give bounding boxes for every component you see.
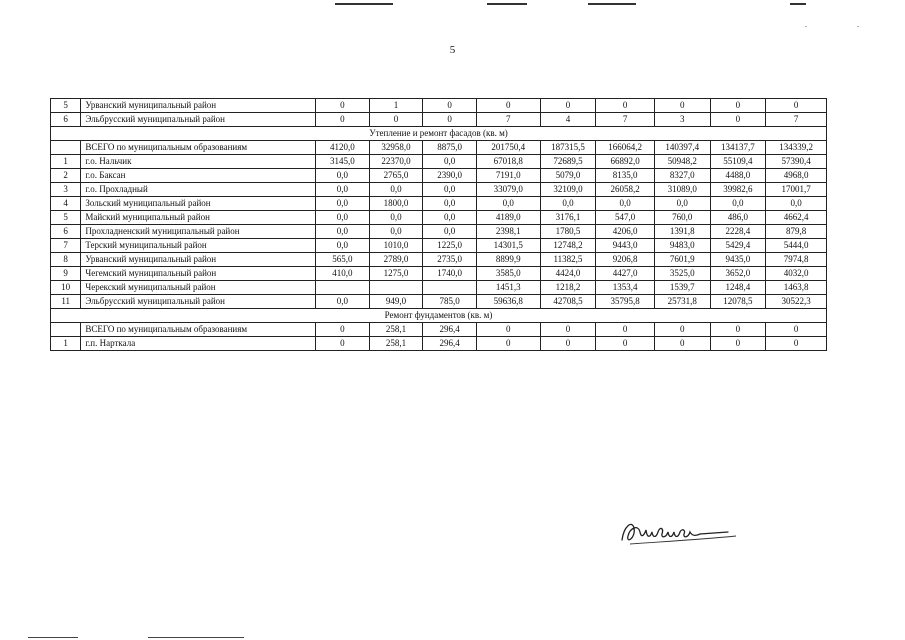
value-cell: 1800,0 — [369, 197, 423, 211]
value-cell: 9206,8 — [596, 253, 655, 267]
value-cell: 9435,0 — [710, 253, 766, 267]
value-cell: 32109,0 — [540, 183, 596, 197]
table-row — [51, 281, 827, 295]
value-cell: 547,0 — [596, 211, 655, 225]
table-row — [51, 197, 827, 211]
value-cell: 1218,2 — [540, 281, 596, 295]
value-cell: 0 — [316, 99, 370, 113]
value-cell: 2390,0 — [423, 169, 477, 183]
table-row — [51, 141, 827, 155]
value-cell: 2765,0 — [369, 169, 423, 183]
value-cell: 0 — [540, 337, 596, 351]
value-cell: 0 — [316, 323, 370, 337]
row-name: Майский муниципальный район — [81, 211, 316, 225]
row-name: Терский муниципальный район — [81, 239, 316, 253]
value-cell: 0 — [654, 337, 710, 351]
value-cell: 0 — [316, 113, 370, 127]
row-number: 8 — [51, 253, 81, 267]
value-cell: 0 — [766, 337, 827, 351]
value-cell: 5444,0 — [766, 239, 827, 253]
section-header — [51, 309, 827, 323]
value-cell: 3652,0 — [710, 267, 766, 281]
value-cell: 1391,8 — [654, 225, 710, 239]
value-cell: 7191,0 — [476, 169, 540, 183]
table-row — [51, 267, 827, 281]
value-cell: 3525,0 — [654, 267, 710, 281]
value-cell: 0 — [476, 337, 540, 351]
value-cell: 0 — [710, 323, 766, 337]
row-number: 9 — [51, 267, 81, 281]
value-cell: 2789,0 — [369, 253, 423, 267]
value-cell: 4662,4 — [766, 211, 827, 225]
value-cell: 57390,4 — [766, 155, 827, 169]
value-cell: 59636,8 — [476, 295, 540, 309]
value-cell: 0 — [596, 337, 655, 351]
value-cell: 0,0 — [316, 197, 370, 211]
value-cell: 0 — [596, 99, 655, 113]
value-cell — [316, 281, 370, 295]
value-cell: 0 — [423, 99, 477, 113]
value-cell: 0,0 — [423, 197, 477, 211]
value-cell: 2735,0 — [423, 253, 477, 267]
row-name: Прохладненский муниципальный район — [81, 225, 316, 239]
value-cell: 0,0 — [316, 183, 370, 197]
row-name: г.о. Прохладный — [81, 183, 316, 197]
value-cell: 486,0 — [710, 211, 766, 225]
scan-artifact-lines — [0, 0, 905, 10]
row-number — [51, 141, 81, 155]
value-cell: 0 — [596, 323, 655, 337]
value-cell: 0 — [710, 337, 766, 351]
signature — [616, 514, 746, 554]
value-cell: 42708,5 — [540, 295, 596, 309]
value-cell: 134339,2 — [766, 141, 827, 155]
value-cell: 0 — [423, 113, 477, 127]
row-number: 7 — [51, 239, 81, 253]
value-cell: 0 — [540, 323, 596, 337]
value-cell: 33079,0 — [476, 183, 540, 197]
value-cell: 31089,0 — [654, 183, 710, 197]
table-row — [51, 211, 827, 225]
value-cell: 0 — [710, 99, 766, 113]
value-cell: 39982,6 — [710, 183, 766, 197]
value-cell: 4968,0 — [766, 169, 827, 183]
row-number: 3 — [51, 183, 81, 197]
value-cell: 7 — [596, 113, 655, 127]
row-number: 6 — [51, 225, 81, 239]
row-name: г.п. Нарткала — [81, 337, 316, 351]
value-cell: 0,0 — [423, 225, 477, 239]
value-cell: 0 — [766, 99, 827, 113]
table-row — [51, 253, 827, 267]
table-row — [51, 155, 827, 169]
value-cell: 4206,0 — [596, 225, 655, 239]
value-cell: 296,4 — [423, 337, 477, 351]
value-cell: 0,0 — [369, 225, 423, 239]
value-cell: 67018,8 — [476, 155, 540, 169]
row-number: 2 — [51, 169, 81, 183]
value-cell: 0 — [654, 99, 710, 113]
value-cell: 3145,0 — [316, 155, 370, 169]
value-cell: 66892,0 — [596, 155, 655, 169]
value-cell: 0,0 — [423, 155, 477, 169]
value-cell: 2398,1 — [476, 225, 540, 239]
value-cell: 134137,7 — [710, 141, 766, 155]
table-row — [51, 239, 827, 253]
value-cell: 785,0 — [423, 295, 477, 309]
value-cell: 14301,5 — [476, 239, 540, 253]
value-cell: 258,1 — [369, 337, 423, 351]
value-cell: 55109,4 — [710, 155, 766, 169]
value-cell: 7 — [476, 113, 540, 127]
value-cell: 0 — [710, 113, 766, 127]
value-cell: 4424,0 — [540, 267, 596, 281]
value-cell: 296,4 — [423, 323, 477, 337]
value-cell: 4032,0 — [766, 267, 827, 281]
value-cell: 0,0 — [476, 197, 540, 211]
row-name: г.о. Нальчик — [81, 155, 316, 169]
value-cell: 949,0 — [369, 295, 423, 309]
row-number: 5 — [51, 211, 81, 225]
value-cell: 0 — [369, 113, 423, 127]
value-cell: 2228,4 — [710, 225, 766, 239]
row-name: Чегемский муниципальный район — [81, 267, 316, 281]
value-cell: 166064,2 — [596, 141, 655, 155]
value-cell: 1780,5 — [540, 225, 596, 239]
value-cell: 11382,5 — [540, 253, 596, 267]
value-cell: 17001,7 — [766, 183, 827, 197]
row-name: Зольский муниципальный район — [81, 197, 316, 211]
table-row — [51, 99, 827, 113]
value-cell: 4488,0 — [710, 169, 766, 183]
table-row — [51, 323, 827, 337]
value-cell: 22370,0 — [369, 155, 423, 169]
value-cell: 1539,7 — [654, 281, 710, 295]
value-cell: 50948,2 — [654, 155, 710, 169]
value-cell: 0 — [654, 323, 710, 337]
value-cell: 35795,8 — [596, 295, 655, 309]
value-cell: 5429,4 — [710, 239, 766, 253]
value-cell: 4427,0 — [596, 267, 655, 281]
row-name: Урванский муниципальный район — [81, 253, 316, 267]
value-cell: 25731,8 — [654, 295, 710, 309]
row-number: 1 — [51, 337, 81, 351]
value-cell: 9483,0 — [654, 239, 710, 253]
page-number: 5 — [449, 44, 456, 56]
row-number: 5 — [51, 99, 81, 113]
value-cell: 1248,4 — [710, 281, 766, 295]
value-cell: 0,0 — [540, 197, 596, 211]
value-cell: 410,0 — [316, 267, 370, 281]
row-name: Урванский муниципальный район — [81, 99, 316, 113]
value-cell: 1 — [369, 99, 423, 113]
row-name: Эльбрусский муниципальный район — [81, 113, 316, 127]
value-cell: 3585,0 — [476, 267, 540, 281]
value-cell: 565,0 — [316, 253, 370, 267]
value-cell: 32958,0 — [369, 141, 423, 155]
value-cell: 8875,0 — [423, 141, 477, 155]
value-cell: 0,0 — [369, 211, 423, 225]
value-cell: 1275,0 — [369, 267, 423, 281]
value-cell: 7601,9 — [654, 253, 710, 267]
value-cell: 140397,4 — [654, 141, 710, 155]
value-cell: 0 — [540, 99, 596, 113]
row-number: 4 — [51, 197, 81, 211]
value-cell: 0 — [476, 323, 540, 337]
value-cell: 0,0 — [316, 211, 370, 225]
row-number: 6 — [51, 113, 81, 127]
value-cell: 0,0 — [316, 295, 370, 309]
value-cell: 0,0 — [316, 225, 370, 239]
value-cell: 8899,9 — [476, 253, 540, 267]
value-cell: 72689,5 — [540, 155, 596, 169]
data-table — [50, 98, 827, 351]
value-cell: 0,0 — [423, 183, 477, 197]
value-cell: 201750,4 — [476, 141, 540, 155]
row-number: 11 — [51, 295, 81, 309]
value-cell: 0 — [316, 337, 370, 351]
value-cell: 7974,8 — [766, 253, 827, 267]
value-cell: 0,0 — [596, 197, 655, 211]
value-cell: 0,0 — [710, 197, 766, 211]
value-cell — [369, 281, 423, 295]
table-row — [51, 169, 827, 183]
value-cell: 0,0 — [766, 197, 827, 211]
table-row — [51, 337, 827, 351]
value-cell: 3 — [654, 113, 710, 127]
value-cell: 0 — [476, 99, 540, 113]
value-cell: 1451,3 — [476, 281, 540, 295]
value-cell: 26058,2 — [596, 183, 655, 197]
value-cell: 4189,0 — [476, 211, 540, 225]
section-header — [51, 127, 827, 141]
value-cell: 0,0 — [654, 197, 710, 211]
value-cell: 1010,0 — [369, 239, 423, 253]
row-name: ВСЕГО по муниципальным образованиям — [81, 141, 316, 155]
value-cell: 12748,2 — [540, 239, 596, 253]
value-cell: 4120,0 — [316, 141, 370, 155]
value-cell: 1740,0 — [423, 267, 477, 281]
row-name: Эльбрусский муниципальный район — [81, 295, 316, 309]
value-cell: 0,0 — [316, 239, 370, 253]
table-row — [51, 295, 827, 309]
value-cell: 187315,5 — [540, 141, 596, 155]
value-cell: 12078,5 — [710, 295, 766, 309]
value-cell: 258,1 — [369, 323, 423, 337]
row-number — [51, 323, 81, 337]
value-cell: 1225,0 — [423, 239, 477, 253]
scan-artifact-marks: . . — [805, 20, 883, 29]
value-cell: 8135,0 — [596, 169, 655, 183]
value-cell: 0 — [766, 323, 827, 337]
value-cell: 5079,0 — [540, 169, 596, 183]
row-number: 1 — [51, 155, 81, 169]
value-cell: 760,0 — [654, 211, 710, 225]
value-cell: 1463,8 — [766, 281, 827, 295]
row-number: 10 — [51, 281, 81, 295]
row-name: г.о. Баксан — [81, 169, 316, 183]
section-title: Утепление и ремонт фасадов (кв. м) — [51, 127, 827, 141]
row-name: Черекский муниципальный район — [81, 281, 316, 295]
row-name: ВСЕГО по муниципальным образованиям — [81, 323, 316, 337]
value-cell: 0,0 — [369, 183, 423, 197]
value-cell: 8327,0 — [654, 169, 710, 183]
value-cell: 1353,4 — [596, 281, 655, 295]
value-cell: 9443,0 — [596, 239, 655, 253]
value-cell: 4 — [540, 113, 596, 127]
value-cell: 0,0 — [316, 169, 370, 183]
value-cell: 879,8 — [766, 225, 827, 239]
table-row — [51, 113, 827, 127]
table-row — [51, 183, 827, 197]
table-row — [51, 225, 827, 239]
section-title: Ремонт фундаментов (кв. м) — [51, 309, 827, 323]
value-cell — [423, 281, 477, 295]
value-cell: 0,0 — [423, 211, 477, 225]
value-cell: 7 — [766, 113, 827, 127]
value-cell: 30522,3 — [766, 295, 827, 309]
value-cell: 3176,1 — [540, 211, 596, 225]
